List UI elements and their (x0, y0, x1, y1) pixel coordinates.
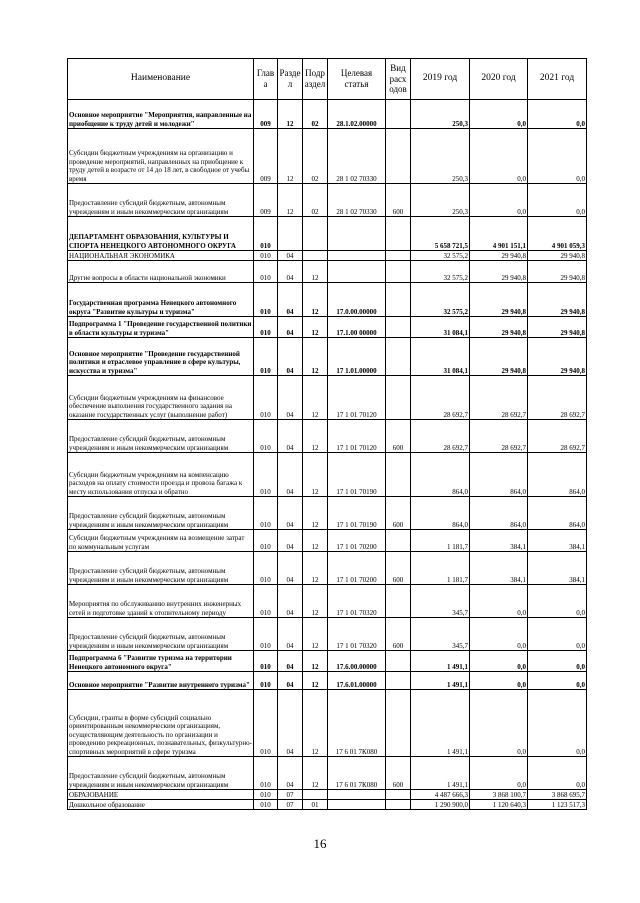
cell-2021: 0,0 (528, 690, 587, 757)
cell-2019: 250,3 (411, 129, 470, 184)
cell-2019: 345,7 (411, 585, 470, 618)
cell-name: Субсидии бюджетным учреждениям на организацию и проведение мероприятий, направленных на приобщение к труду детей в возрасте от 14 до 18 лет, в свободное от учебы время (68, 129, 254, 184)
cell-name: Субсидии бюджетным учреждениям на финансовое обеспечение выполнения государственного задания на оказание государственных услуг (выполнение работ) (68, 376, 254, 420)
table-row (68, 217, 587, 251)
cell-expense-type (386, 672, 411, 690)
cell-2020: 4 901 151,1 (470, 217, 528, 251)
cell-expense-type (386, 376, 411, 420)
table-body (68, 100, 587, 810)
cell-chapter: 010 (254, 800, 278, 810)
cell-section: 04 (278, 497, 303, 530)
cell-2021: 29 940,8 (528, 338, 587, 376)
cell-2020: 0,0 (470, 184, 528, 217)
cell-expense-type (386, 651, 411, 672)
cell-section: 04 (278, 420, 303, 453)
cell-name: Дошкольное образование (68, 800, 254, 810)
cell-target: 17 1 01 70120 (328, 420, 386, 453)
cell-name: Мероприятия по обслуживанию внутренних инженерных сетей и подготовке зданий к отопительному периоду (68, 585, 254, 618)
cell-2019: 250,3 (411, 100, 470, 129)
cell-section (278, 217, 303, 251)
cell-section: 12 (278, 100, 303, 129)
cell-subsection: 12 (303, 530, 328, 552)
cell-chapter: 010 (254, 552, 278, 585)
table-row (68, 261, 587, 283)
cell-chapter: 010 (254, 317, 278, 338)
cell-target (328, 800, 386, 810)
cell-subsection: 12 (303, 283, 328, 317)
cell-2019: 32 575,2 (411, 261, 470, 283)
cell-section: 04 (278, 261, 303, 283)
cell-target: 17 1 01 70120 (328, 376, 386, 420)
cell-section: 04 (278, 690, 303, 757)
header-name: Наименование (68, 59, 254, 100)
table-row (68, 618, 587, 651)
cell-chapter: 010 (254, 530, 278, 552)
cell-2020: 3 868 100,7 (470, 790, 528, 800)
cell-chapter: 010 (254, 251, 278, 261)
cell-2021: 29 940,8 (528, 283, 587, 317)
cell-subsection: 02 (303, 129, 328, 184)
cell-2021: 864,0 (528, 497, 587, 530)
cell-target: 28 1 02 70330 (328, 184, 386, 217)
cell-2019: 1 181,7 (411, 530, 470, 552)
cell-subsection: 12 (303, 585, 328, 618)
cell-subsection: 02 (303, 184, 328, 217)
cell-subsection: 12 (303, 376, 328, 420)
cell-chapter: 010 (254, 376, 278, 420)
cell-section: 07 (278, 800, 303, 810)
cell-expense-type (386, 585, 411, 618)
table-row (68, 757, 587, 790)
cell-expense-type (386, 100, 411, 129)
cell-section: 04 (278, 376, 303, 420)
cell-2019: 864,0 (411, 497, 470, 530)
cell-2021: 0,0 (528, 757, 587, 790)
cell-2020: 0,0 (470, 100, 528, 129)
header-2020: 2020 год (470, 59, 528, 100)
cell-section: 04 (278, 552, 303, 585)
cell-expense-type (386, 690, 411, 757)
cell-section: 04 (278, 283, 303, 317)
cell-section: 12 (278, 184, 303, 217)
cell-2019: 1 181,7 (411, 552, 470, 585)
cell-subsection: 12 (303, 672, 328, 690)
cell-2020: 28 692,7 (470, 376, 528, 420)
cell-2021: 0,0 (528, 672, 587, 690)
cell-chapter: 010 (254, 338, 278, 376)
cell-expense-type (386, 530, 411, 552)
cell-2021: 384,1 (528, 552, 587, 585)
cell-name: Предоставление субсидий бюджетным, автономным учреждениям и иным некоммерческим организациям (68, 618, 254, 651)
cell-name: Предоставление субсидий бюджетным, автономным учреждениям и иным некоммерческим организациям (68, 420, 254, 453)
cell-2021: 29 940,8 (528, 261, 587, 283)
cell-target: 17 1.01.00000 (328, 338, 386, 376)
cell-2020: 28 692,7 (470, 420, 528, 453)
cell-target: 17 1 01 70190 (328, 453, 386, 497)
cell-2019: 250,3 (411, 184, 470, 217)
cell-chapter: 010 (254, 690, 278, 757)
cell-name: Основное мероприятие "Проведение государственной политики и отраслевое управление в сфере культуры, искусства и туризма" (68, 338, 254, 376)
header-target: Целевая статья (328, 59, 386, 100)
header-section: Разде л (278, 59, 303, 100)
cell-subsection: 12 (303, 618, 328, 651)
cell-name: НАЦИОНАЛЬНАЯ ЭКОНОМИКА (68, 251, 254, 261)
cell-expense-type (386, 317, 411, 338)
table-row (68, 585, 587, 618)
cell-expense-type (386, 251, 411, 261)
cell-chapter: 010 (254, 261, 278, 283)
table-row (68, 184, 587, 217)
table-row (68, 453, 587, 497)
cell-target: 17 1 01 70320 (328, 585, 386, 618)
cell-section: 04 (278, 317, 303, 338)
table-row (68, 420, 587, 453)
cell-subsection: 12 (303, 757, 328, 790)
cell-expense-type (386, 453, 411, 497)
cell-chapter: 010 (254, 217, 278, 251)
cell-2019: 32 575,2 (411, 251, 470, 261)
cell-2020: 0,0 (470, 672, 528, 690)
table-row (68, 497, 587, 530)
cell-subsection: 12 (303, 453, 328, 497)
cell-2019: 5 658 721,5 (411, 217, 470, 251)
cell-2021: 0,0 (528, 585, 587, 618)
cell-expense-type: 600 (386, 420, 411, 453)
cell-target (328, 251, 386, 261)
cell-2020: 29 940,8 (470, 283, 528, 317)
cell-expense-type: 600 (386, 184, 411, 217)
cell-target (328, 790, 386, 800)
cell-2021: 1 123 517,3 (528, 800, 587, 810)
cell-section: 04 (278, 618, 303, 651)
page-number: 16 (313, 836, 327, 851)
cell-2019: 4 487 666,3 (411, 790, 470, 800)
budget-table (67, 58, 587, 810)
table-header (68, 59, 587, 100)
cell-subsection: 12 (303, 651, 328, 672)
table-row (68, 690, 587, 757)
cell-name: Субсидии бюджетным учреждениям на компенсацию расходов на оплату стоимости проезда и провоза багажа к месту использования отпуска и обратно (68, 453, 254, 497)
cell-section: 04 (278, 651, 303, 672)
cell-2021: 0,0 (528, 651, 587, 672)
table-row (68, 376, 587, 420)
cell-chapter: 010 (254, 790, 278, 800)
table-row (68, 317, 587, 338)
cell-2019: 31 084,1 (411, 338, 470, 376)
cell-target: 17 1 01 70320 (328, 618, 386, 651)
cell-target: 17.0.00.00000 (328, 283, 386, 317)
cell-expense-type (386, 800, 411, 810)
cell-name: Основное мероприятие "Развитие внутреннего туризма" (68, 672, 254, 690)
cell-2020: 384,1 (470, 530, 528, 552)
cell-target: 17 1 01 70200 (328, 552, 386, 585)
cell-subsection (303, 251, 328, 261)
cell-name: Основное мероприятие "Мероприятия, направленные на приобщение к труду детей и молодежи" (68, 100, 254, 129)
cell-2019: 28 692,7 (411, 420, 470, 453)
cell-subsection: 12 (303, 690, 328, 757)
cell-target (328, 217, 386, 251)
cell-2020: 0,0 (470, 618, 528, 651)
cell-2019: 1 491,1 (411, 690, 470, 757)
cell-chapter: 010 (254, 651, 278, 672)
cell-name: Подпрограмма 6 "Развитие туризма на территории Ненецкого автономного округа" (68, 651, 254, 672)
cell-name: ДЕПАРТАМЕНТ ОБРАЗОВАНИЯ, КУЛЬТУРЫ И СПОРТА НЕНЕЦКОГО АВТОНОМНОГО ОКРУГА (68, 217, 254, 251)
cell-name: Предоставление субсидий бюджетным, автономным учреждениям и иным некоммерческим организациям (68, 184, 254, 217)
cell-chapter: 010 (254, 497, 278, 530)
cell-target: 17.1.00 00000 (328, 317, 386, 338)
header-chapter: Глав а (254, 59, 278, 100)
table-row (68, 651, 587, 672)
cell-name: Субсидии бюджетным учреждениям на возмещение затрат по коммунальным услугам (68, 530, 254, 552)
cell-subsection: 12 (303, 317, 328, 338)
cell-expense-type: 600 (386, 618, 411, 651)
cell-2020: 0,0 (470, 129, 528, 184)
cell-name: Государственная программа Ненецкого автономного округа "Развитие культуры и туризма" (68, 283, 254, 317)
cell-2020: 1 120 640,3 (470, 800, 528, 810)
cell-2020: 29 940,8 (470, 317, 528, 338)
table-row (68, 672, 587, 690)
table-row (68, 338, 587, 376)
cell-target: 17.6.01.00000 (328, 672, 386, 690)
cell-name: Предоставление субсидий бюджетным, автономным учреждениям и иным некоммерческим организациям (68, 552, 254, 585)
cell-target: 17 6 01 7К080 (328, 757, 386, 790)
cell-subsection: 12 (303, 552, 328, 585)
cell-2019: 28 692,7 (411, 376, 470, 420)
cell-2020: 29 940,8 (470, 261, 528, 283)
cell-chapter: 009 (254, 129, 278, 184)
cell-section: 12 (278, 129, 303, 184)
cell-target: 17 1 01 70190 (328, 497, 386, 530)
cell-2021: 28 692,7 (528, 376, 587, 420)
cell-2021: 0,0 (528, 129, 587, 184)
cell-expense-type (386, 338, 411, 376)
cell-expense-type (386, 261, 411, 283)
cell-2019: 864,0 (411, 453, 470, 497)
cell-2021: 0,0 (528, 184, 587, 217)
cell-expense-type (386, 217, 411, 251)
cell-2021: 29 940,8 (528, 317, 587, 338)
cell-2020: 384,1 (470, 552, 528, 585)
cell-2021: 864,0 (528, 453, 587, 497)
cell-target: 17 6 01 7К080 (328, 690, 386, 757)
table-row (68, 129, 587, 184)
cell-section: 04 (278, 672, 303, 690)
cell-subsection: 01 (303, 800, 328, 810)
table-row (68, 800, 587, 810)
table-row (68, 552, 587, 585)
header-expense-type: Вид расх одов (386, 59, 411, 100)
cell-subsection: 12 (303, 497, 328, 530)
cell-2020: 864,0 (470, 497, 528, 530)
cell-name: Субсидии, гранты в форме субсидий социально ориентированным некоммерческим организациям, осуществляющим деятельность по организации и проведению рекреационных, познавательных, физкультурно-спортивных мероприятий в сфере туризма (68, 690, 254, 757)
cell-2019: 1 491,1 (411, 651, 470, 672)
cell-expense-type: 600 (386, 497, 411, 530)
table-row (68, 530, 587, 552)
cell-2021: 29 940,8 (528, 251, 587, 261)
cell-target: 28 1 02 70330 (328, 129, 386, 184)
cell-section: 04 (278, 530, 303, 552)
cell-2020: 0,0 (470, 585, 528, 618)
cell-expense-type (386, 129, 411, 184)
cell-section: 04 (278, 453, 303, 497)
cell-2019: 1 491,1 (411, 672, 470, 690)
cell-expense-type: 600 (386, 552, 411, 585)
cell-name: Другие вопросы в области национальной экономики (68, 261, 254, 283)
cell-target: 17.6.00.00000 (328, 651, 386, 672)
cell-subsection: 12 (303, 420, 328, 453)
cell-2019: 32 575,2 (411, 283, 470, 317)
table-row (68, 100, 587, 129)
cell-subsection: 12 (303, 338, 328, 376)
cell-2020: 864,0 (470, 453, 528, 497)
cell-name: ОБРАЗОВАНИЕ (68, 790, 254, 800)
header-2019: 2019 год (411, 59, 470, 100)
cell-2019: 31 084,1 (411, 317, 470, 338)
table-row (68, 251, 587, 261)
cell-expense-type: 600 (386, 757, 411, 790)
cell-chapter: 010 (254, 585, 278, 618)
cell-target: 17 1 01 70200 (328, 530, 386, 552)
cell-chapter: 010 (254, 672, 278, 690)
cell-2020: 0,0 (470, 757, 528, 790)
cell-target: 28.1.02.00000 (328, 100, 386, 129)
header-2021: 2021 год (528, 59, 587, 100)
cell-chapter: 009 (254, 100, 278, 129)
cell-subsection (303, 217, 328, 251)
cell-chapter: 010 (254, 420, 278, 453)
cell-section: 04 (278, 338, 303, 376)
cell-chapter: 010 (254, 283, 278, 317)
cell-name: Предоставление субсидий бюджетным, автономным учреждениям и иным некоммерческим организациям (68, 497, 254, 530)
cell-2019: 345,7 (411, 618, 470, 651)
cell-2021: 3 868 695,7 (528, 790, 587, 800)
table-row (68, 790, 587, 800)
cell-2021: 0,0 (528, 618, 587, 651)
cell-chapter: 010 (254, 618, 278, 651)
cell-section: 04 (278, 757, 303, 790)
cell-subsection: 02 (303, 100, 328, 129)
cell-chapter: 009 (254, 184, 278, 217)
cell-name: Предоставление субсидий бюджетным, автономным учреждениям и иным некоммерческим организациям (68, 757, 254, 790)
cell-2020: 29 940,8 (470, 338, 528, 376)
cell-target (328, 261, 386, 283)
table-row (68, 283, 587, 317)
cell-section: 04 (278, 585, 303, 618)
cell-2021: 28 692,7 (528, 420, 587, 453)
cell-section: 07 (278, 790, 303, 800)
cell-2020: 0,0 (470, 690, 528, 757)
cell-expense-type (386, 790, 411, 800)
cell-chapter: 010 (254, 453, 278, 497)
cell-2021: 0,0 (528, 100, 587, 129)
cell-2020: 29 940,8 (470, 251, 528, 261)
cell-2019: 1 290 900,0 (411, 800, 470, 810)
cell-name: Подпрограмма 1 "Проведение государственной политики в области культуры и туризма" (68, 317, 254, 338)
cell-section: 04 (278, 251, 303, 261)
cell-2021: 384,1 (528, 530, 587, 552)
cell-subsection: 12 (303, 261, 328, 283)
cell-chapter: 010 (254, 757, 278, 790)
cell-2019: 1 491,1 (411, 757, 470, 790)
cell-subsection (303, 790, 328, 800)
cell-2020: 0,0 (470, 651, 528, 672)
header-subsection: Подр аздел (303, 59, 328, 100)
cell-2021: 4 901 059,3 (528, 217, 587, 251)
cell-expense-type (386, 283, 411, 317)
